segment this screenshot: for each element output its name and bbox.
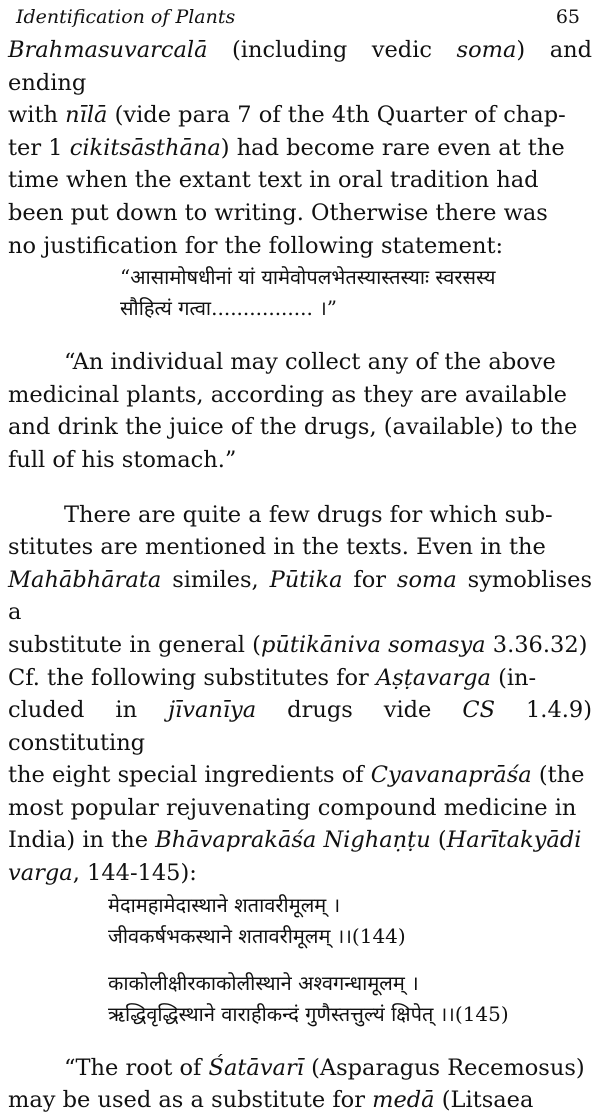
verse-line: मेदामहामेदास्थाने शतावरीमूलम् । (108, 892, 341, 917)
verse-line: जीवकर्षभकस्थाने शतावरीमूलम् ।।(144) (108, 923, 406, 948)
verse-line: “आसामोषधीनां यां यामेवोपलभेतस्यास्तस्याः स्वरसस्य (120, 265, 496, 290)
text-line: “The root of Śatāvarī (Asparagus Recemosus) (64, 1054, 585, 1081)
paragraph-4 (8, 1052, 592, 1117)
paragraph-1 (8, 34, 592, 262)
text-line: medicinal plants, according as they are available (8, 381, 567, 408)
page-header (8, 0, 592, 34)
text-line: India) in the Bhāvaprakāśa Nighaṇṭu (Harītakyādi (8, 827, 582, 854)
paragraph-2 (8, 346, 592, 476)
text-line: and drink the juice of the drugs, (available) to the (8, 414, 578, 441)
text-line: Brahmasuvarcalā (including vedic soma) and ending (8, 37, 592, 96)
sanskrit-verse-145 (108, 968, 592, 1030)
text-line: substitute in general (pūtikāniva somasya 3.36.32) (8, 631, 588, 658)
text-line: time when the extant text in oral tradition had (8, 167, 539, 194)
text-line: may be used as a substitute for medā (Litsaea (8, 1087, 534, 1114)
text-line: most popular rejuvenating compound medicine in (8, 794, 577, 821)
page-number: 65 (555, 6, 580, 28)
sanskrit-quote-1 (120, 262, 592, 324)
running-head: Identification of Plants (16, 6, 236, 28)
sanskrit-verse-144 (108, 890, 592, 952)
text-line: Mahābhārata similes, Pūtika for soma symoblises a (8, 566, 593, 626)
text-line: with nīlā (vide para 7 of the 4th Quarter of chap- (8, 102, 566, 129)
text-line: cluded in jīvanīya drugs vide CS 1.4.9) constituting (8, 697, 593, 756)
text-line: “An individual may collect any of the above (64, 349, 556, 376)
paragraph-3 (8, 499, 592, 890)
text-line: stitutes are mentioned in the texts. Even in the (8, 534, 546, 561)
verse-line: ऋद्धिवृद्धिस्थाने वाराहीकन्दं गुणैस्तत्तुल्यं क्षिपेत् ।।(145) (108, 1001, 509, 1026)
text-line: the eight special ingredients of Cyavanaprāśa (the (8, 762, 585, 789)
text-line: varga, 144-145): (8, 860, 197, 887)
text-line: no justification for the following statement: (8, 232, 504, 259)
text-line: ter 1 cikitsāsthāna) had become rare even at the (8, 134, 565, 161)
verse-line: काकोलीक्षीरकाकोलीस्थाने अश्वगन्धामूलम् । (108, 970, 419, 995)
verse-line: सौहित्यं गत्वा................ ।” (120, 296, 337, 321)
text-line: There are quite a few drugs for which sub- (64, 501, 553, 528)
text-line: full of his stomach.” (8, 446, 237, 473)
text-line: been put down to writing. Otherwise there was (8, 199, 548, 226)
text-line: Cf. the following substitutes for Aṣṭavarga (in- (8, 664, 537, 691)
